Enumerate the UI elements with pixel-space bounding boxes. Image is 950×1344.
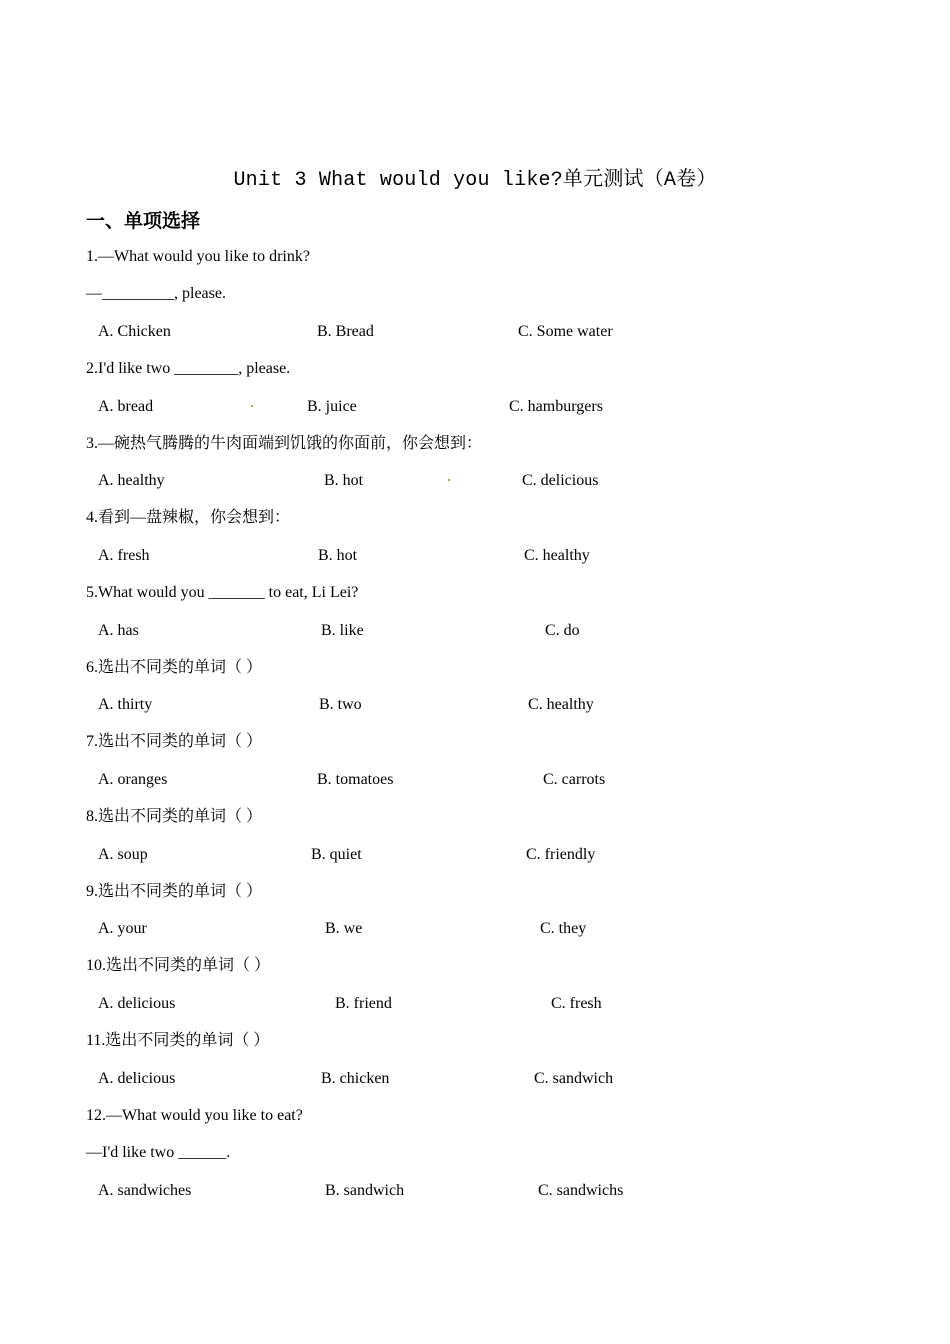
speck-mark — [448, 479, 450, 481]
question-3-option-a: A. healthy — [98, 472, 165, 489]
question-2-option-c: C. hamburgers — [509, 398, 603, 415]
question-1-option-a: A. Chicken — [98, 323, 171, 340]
question-10-stem: 10.选出不同类的单词（ ） — [86, 957, 271, 974]
question-2-option-b: B. juice — [307, 398, 357, 415]
question-10-option-b: B. friend — [335, 995, 392, 1012]
question-12-option-a: A. sandwiches — [98, 1182, 192, 1199]
speck-mark — [251, 405, 253, 407]
question-10-option-c: C. fresh — [551, 995, 602, 1012]
question-11-stem: 11.选出不同类的单词（ ） — [86, 1032, 270, 1049]
question-6-option-b: B. two — [319, 696, 362, 713]
question-5-stem: 5.What would you _______ to eat, Li Lei? — [86, 584, 359, 601]
question-9-option-a: A. your — [98, 920, 147, 937]
question-3-option-b: B. hot — [324, 472, 364, 489]
question-4-option-b: B. hot — [318, 547, 358, 564]
question-5-option-b: B. like — [321, 622, 364, 639]
question-2-option-a: A. bread — [98, 398, 154, 415]
question-9-stem: 9.选出不同类的单词（ ） — [86, 883, 263, 900]
question-6-option-c: C. healthy — [528, 696, 594, 713]
question-6-option-a: A. thirty — [98, 696, 153, 713]
question-12-stem: 12.—What would you like to eat? — [86, 1107, 303, 1124]
question-11-option-c: C. sandwich — [534, 1070, 614, 1087]
question-8-option-b: B. quiet — [311, 846, 362, 863]
question-12-answer-line: —I'd like two ______. — [86, 1144, 231, 1161]
question-7-option-a: A. oranges — [98, 771, 168, 788]
question-4-option-c: C. healthy — [524, 547, 590, 564]
question-11-option-b: B. chicken — [321, 1070, 390, 1087]
question-6-stem: 6.选出不同类的单词（ ） — [86, 659, 263, 676]
question-4-option-a: A. fresh — [98, 547, 150, 564]
question-8-option-c: C. friendly — [526, 846, 596, 863]
page-title: Unit 3 What would you like?单元测试（A卷） — [233, 169, 717, 192]
question-7-option-c: C. carrots — [543, 771, 606, 788]
question-5-option-a: A. has — [98, 622, 139, 639]
question-3-option-c: C. delicious — [522, 472, 599, 489]
question-10-option-a: A. delicious — [98, 995, 176, 1012]
question-4-stem: 4.看到—盘辣椒，你会想到： — [86, 509, 291, 526]
question-5-option-c: C. do — [545, 622, 580, 639]
question-2-stem: 2.I'd like two ________, please. — [86, 360, 291, 377]
question-7-option-b: B. tomatoes — [317, 771, 394, 788]
question-9-option-b: B. we — [325, 920, 363, 937]
question-9-option-c: C. they — [540, 920, 587, 937]
question-1-option-c: C. Some water — [518, 323, 613, 340]
question-7-stem: 7.选出不同类的单词（ ） — [86, 733, 263, 750]
question-1-option-b: B. Bread — [317, 323, 374, 340]
question-1-stem: 1.—What would you like to drink? — [86, 248, 310, 265]
question-8-stem: 8.选出不同类的单词（ ） — [86, 808, 263, 825]
question-8-option-a: A. soup — [98, 846, 148, 863]
question-1-answer-line: —_________, please. — [86, 285, 226, 302]
question-12-option-c: C. sandwichs — [538, 1182, 624, 1199]
question-11-option-a: A. delicious — [98, 1070, 176, 1087]
question-3-stem: 3.—碗热气腾腾的牛肉面端到饥饿的你面前，你会想到： — [86, 435, 483, 452]
section-heading: 一、单项选择 — [86, 210, 201, 232]
question-12-option-b: B. sandwich — [325, 1182, 405, 1199]
